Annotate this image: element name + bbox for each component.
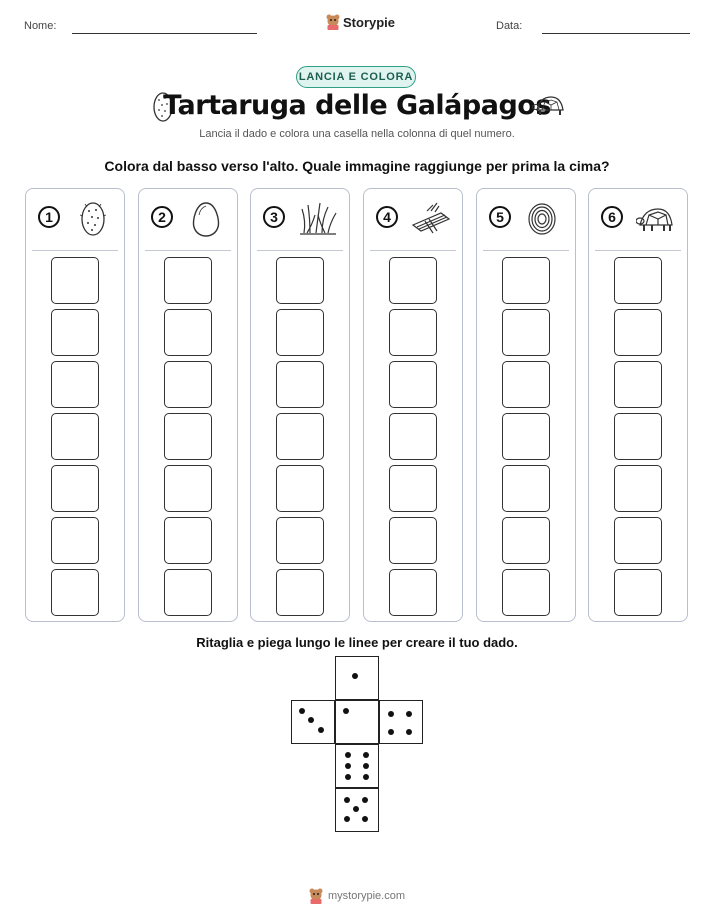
color-cell[interactable] [614,361,662,408]
shell-icon [524,201,564,237]
date-line [542,33,690,34]
name-label: Nome: [24,20,57,32]
color-cell[interactable] [51,465,99,512]
color-cell[interactable] [614,309,662,356]
color-cell[interactable] [51,361,99,408]
die-face-1 [335,700,379,744]
color-cell[interactable] [51,257,99,304]
color-cell[interactable] [502,465,550,512]
die-pip [406,729,412,735]
color-cell[interactable] [164,257,212,304]
column-header [26,189,124,251]
column-5 [476,188,576,622]
die-pip [344,816,350,822]
cactus-icon [73,201,113,237]
die-pip [362,797,368,803]
die-face-4 [379,700,423,744]
color-cell[interactable] [276,465,324,512]
die-pip [318,727,324,733]
color-cell[interactable] [276,257,324,304]
egg-icon [186,201,226,237]
color-cell[interactable] [389,465,437,512]
die-face-3 [291,700,335,744]
name-line [72,33,257,34]
color-cell[interactable] [164,361,212,408]
sticks-icon [411,201,451,237]
die-face-6 [335,744,379,788]
column-divider [145,250,231,251]
color-cell[interactable] [276,517,324,564]
color-cell[interactable] [502,309,550,356]
column-6 [588,188,688,622]
color-cell[interactable] [164,517,212,564]
grass-icon [298,201,338,237]
column-divider [370,250,456,251]
color-cell[interactable] [164,569,212,616]
die-pip [363,752,369,758]
storypie-logo [326,14,395,30]
color-cell[interactable] [276,413,324,460]
tortoise-icon [636,201,676,237]
die-pip [406,711,412,717]
number-circle: 2 [151,206,173,228]
color-cell[interactable] [164,413,212,460]
color-cell[interactable] [614,465,662,512]
color-cell[interactable] [614,569,662,616]
column-2 [138,188,238,622]
color-cell[interactable] [276,569,324,616]
subtitle: Lancia il dado e colora una casella nella colonna di quel numero. [199,128,515,140]
color-cell[interactable] [614,517,662,564]
number-circle: 1 [38,206,60,228]
die-pip [388,711,394,717]
column-3 [250,188,350,622]
column-header [477,189,575,251]
color-cell[interactable] [276,309,324,356]
number-circle: 5 [489,206,511,228]
color-cell[interactable] [389,517,437,564]
logo-text: Storypie [343,14,396,30]
die-pip [363,763,369,769]
color-cell[interactable] [389,257,437,304]
die-pip [308,717,314,723]
die-pip [362,816,368,822]
tortoise-deco-icon [532,94,568,118]
color-cell[interactable] [614,413,662,460]
color-cell[interactable] [51,569,99,616]
number-circle: 3 [263,206,285,228]
column-divider [483,250,569,251]
color-cell[interactable] [389,361,437,408]
color-cell[interactable] [276,361,324,408]
column-4 [363,188,463,622]
column-header [139,189,237,251]
page-title: Tartaruga delle Galápagos [163,90,551,121]
die-pip [353,806,359,812]
color-cell[interactable] [51,517,99,564]
color-cell[interactable] [389,413,437,460]
die-pip [345,763,351,769]
number-circle: 6 [601,206,623,228]
color-cell[interactable] [614,257,662,304]
die-face-1 [335,656,379,700]
column-header [364,189,462,251]
die-face-5 [335,788,379,832]
bear-logo-icon [326,14,340,30]
die-pip [352,673,358,679]
number-circle: 4 [376,206,398,228]
date-label: Data: [496,20,523,32]
color-cell[interactable] [389,309,437,356]
cut-instruction: Ritaglia e piega lungo le linee per creare il tuo dado. [196,635,518,650]
die-pip [299,708,305,714]
color-cell[interactable] [502,517,550,564]
color-cell[interactable] [51,413,99,460]
column-header [589,189,687,251]
die-pip [363,774,369,780]
color-cell[interactable] [502,257,550,304]
column-divider [257,250,343,251]
color-cell[interactable] [502,569,550,616]
color-cell[interactable] [164,309,212,356]
coloring-instruction: Colora dal basso verso l'alto. Quale immagine raggiunge per prima la cima? [104,158,610,174]
column-divider [595,250,681,251]
column-divider [32,250,118,251]
die-pip [345,752,351,758]
activity-badge: LANCIA E COLORA [296,66,416,88]
color-cell[interactable] [164,465,212,512]
color-cell[interactable] [502,413,550,460]
color-cell[interactable] [502,361,550,408]
column-1 [25,188,125,622]
column-header [251,189,349,251]
die-pip [345,774,351,780]
bear-logo-icon [309,888,323,904]
die-pip [388,729,394,735]
footer [0,888,714,904]
die-pip [343,708,349,714]
die-pip [344,797,350,803]
footer-url[interactable]: mystorypie.com [327,890,406,902]
color-cell[interactable] [389,569,437,616]
color-cell[interactable] [51,309,99,356]
